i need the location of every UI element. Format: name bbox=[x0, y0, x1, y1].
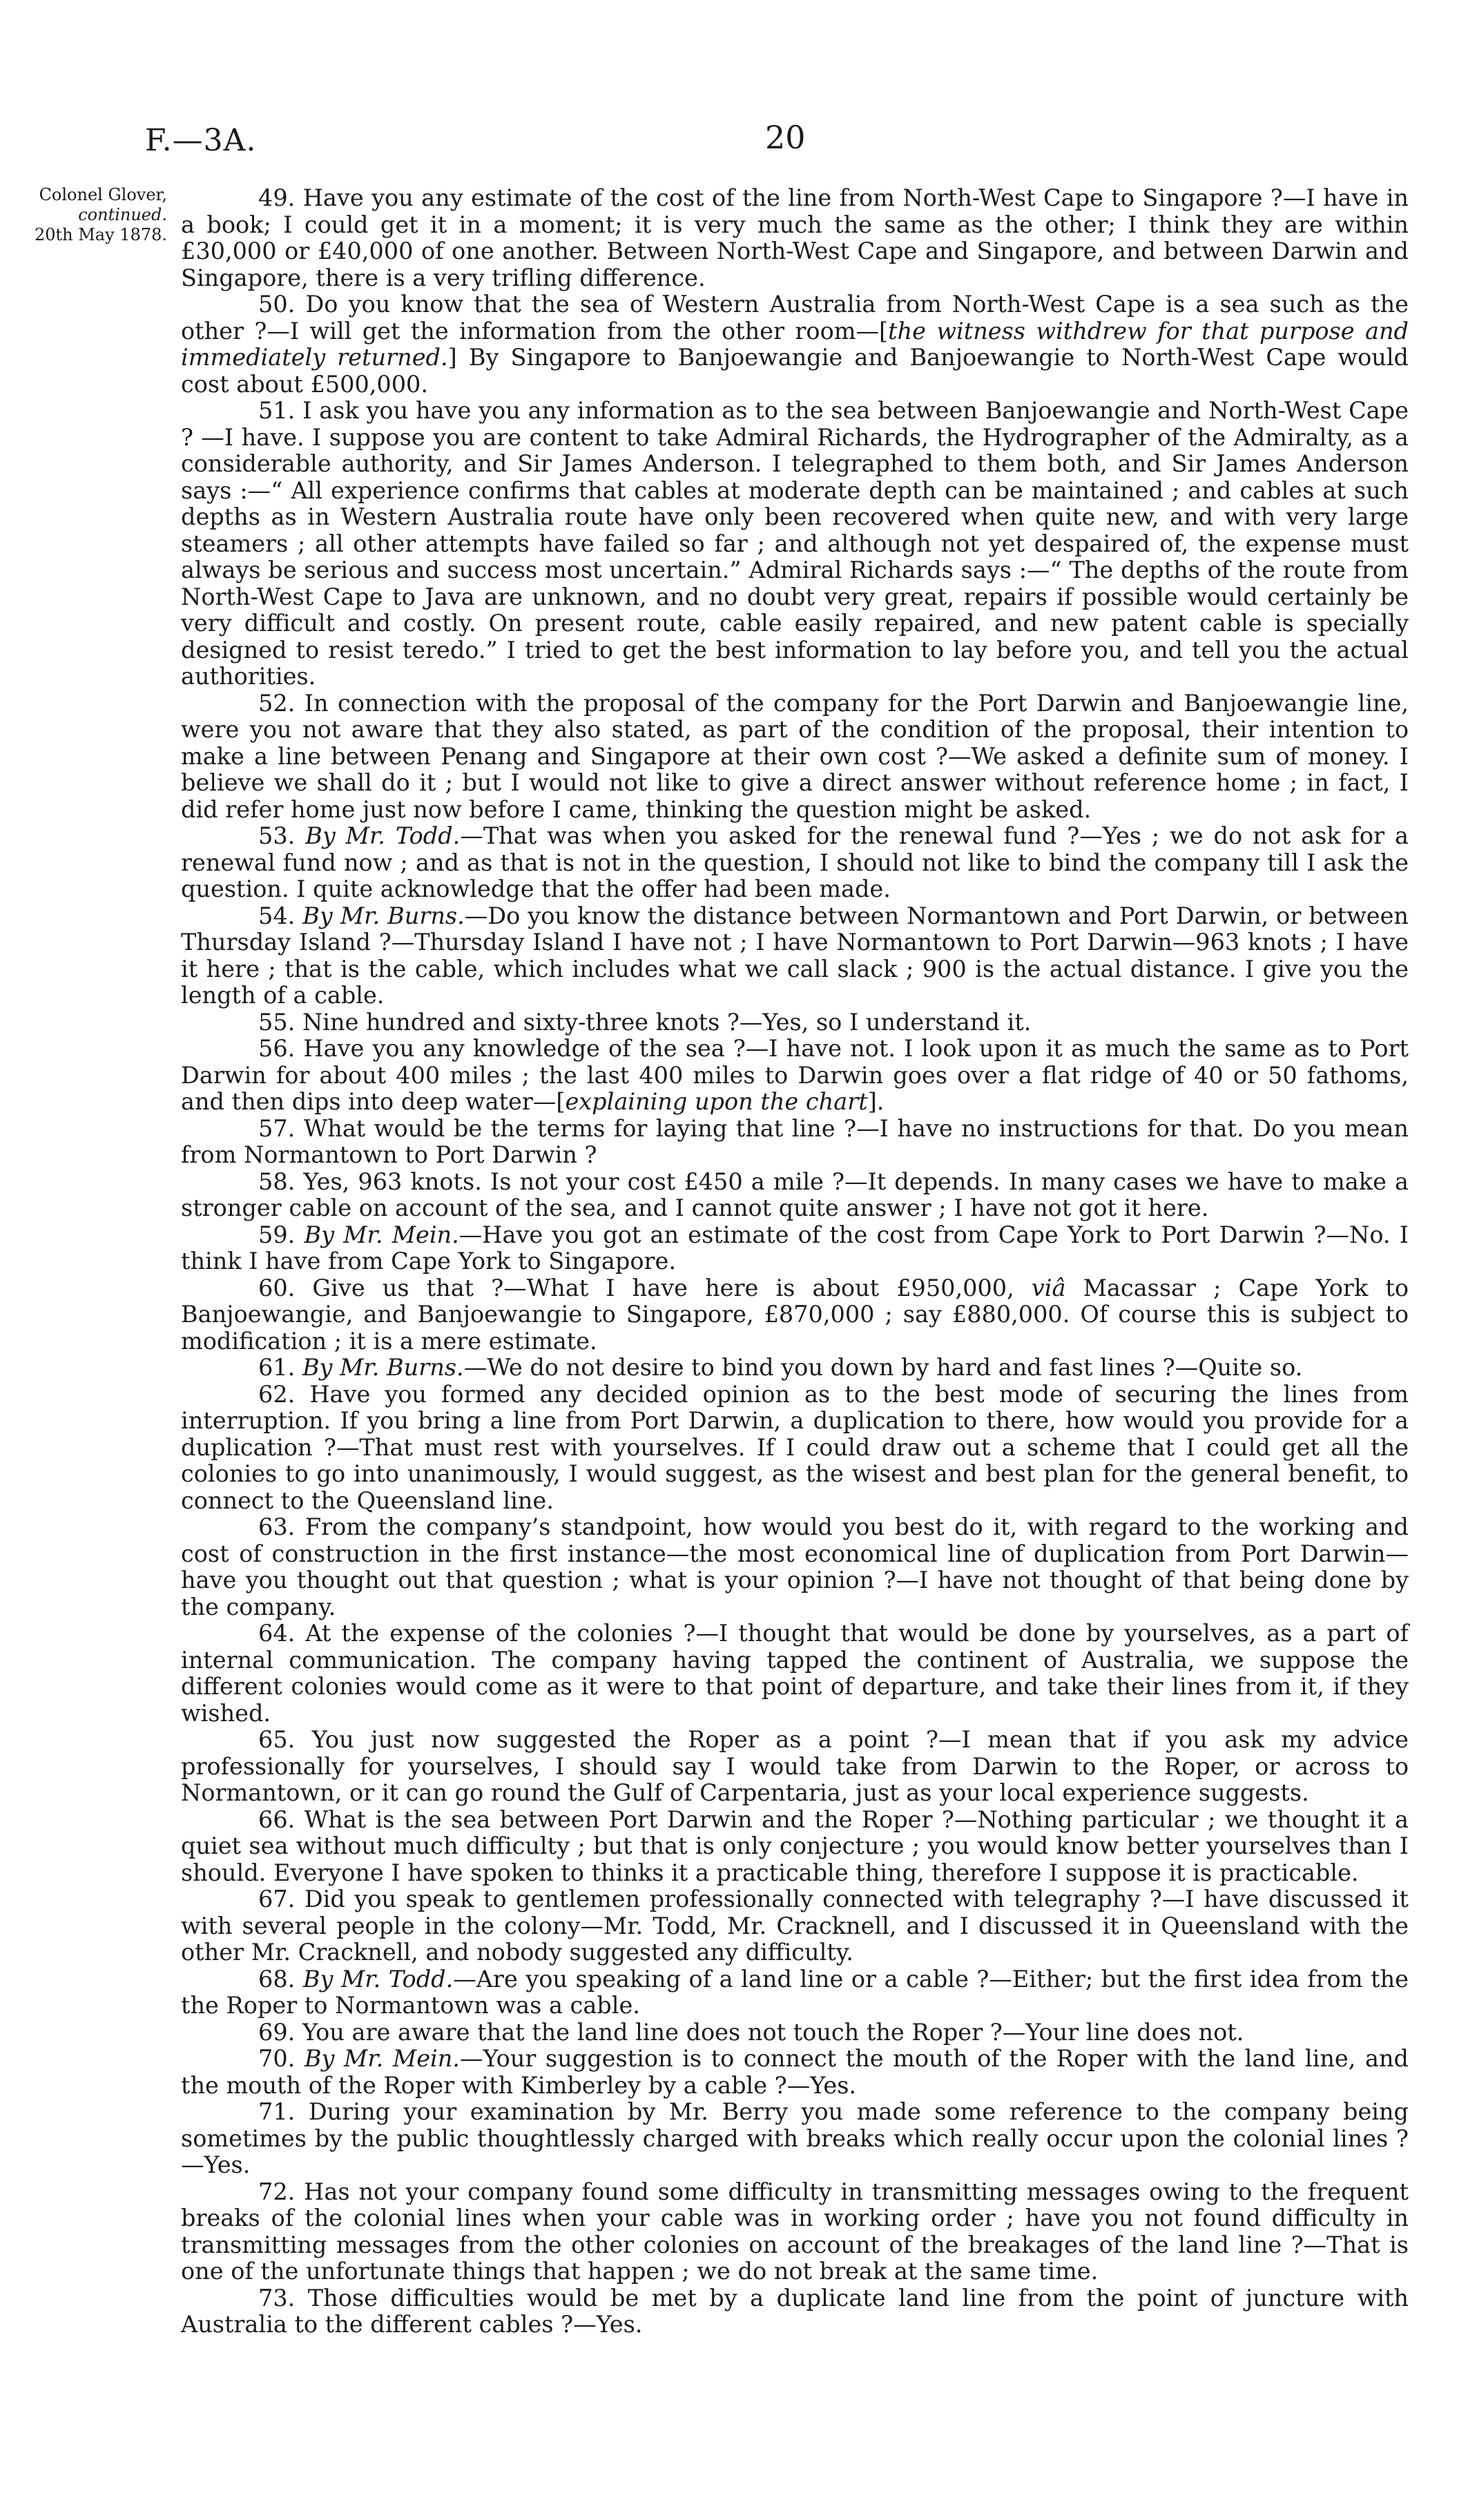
paragraph-text: —Have you got an estimate of the cost from Cape York to Port Darwin ?—No. I think I have from Cape York to Singapore. bbox=[181, 1221, 1409, 1274]
paragraph-text: ] By Singapore to Banjoewangie and Banjoewangie to North-West Cape would cost about £500,000. bbox=[181, 344, 1409, 398]
paragraph-text: During your examination by Mr. Berry you made some reference to the company being sometimes by the public thoughtlessly charged with breaks which really occur upon the colonial lines ?—Yes. bbox=[181, 2098, 1409, 2178]
paragraph-text: Give us that ?—What I have here is about £950,000, bbox=[312, 1274, 1032, 1301]
paragraph-text: —That was when you asked for the renewal fund ?—Yes ; we do not ask for a renewal fund now ; and as that is not in the question, I should not like to bind the company till I ask the question. I quite acknowledge that the offer had been made. bbox=[181, 822, 1409, 902]
paragraph-text: What is the sea between Port Darwin and the Roper ?—Nothing particular ; we thought it a quiet sea without much difficulty ; but that is only conjecture ; you would know better yourselves than I should. Everyone I have spoken to thinks it a practicable thing, therefore I suppose it is practicable. bbox=[181, 1805, 1409, 1886]
paragraph-text: Has not your company found some difficulty in transmitting messages owing to the frequent breaks of the colonial lines when your cable was in working order ; have you not found difficulty in transmitting messages from the other colonies on account of the breakages of the land line ?—That is one of the unfortunate things that happen ; we do not break at the same time. bbox=[181, 2178, 1409, 2285]
question-paragraph bbox=[181, 1966, 1409, 2019]
paragraph-text: You are aware that the land line does not touch the Roper ?—Your line does not. bbox=[302, 2018, 1244, 2046]
question-number: 56. bbox=[258, 1035, 296, 1062]
question-paragraph bbox=[181, 185, 1409, 291]
question-number: 49. bbox=[258, 184, 296, 211]
question-paragraph bbox=[181, 690, 1409, 824]
question-paragraph bbox=[181, 903, 1409, 1009]
question-number: 64. bbox=[258, 1620, 296, 1647]
paragraph-text: Have you any estimate of the cost of the line from North-West Cape to Singapore ?—I have in a book; I could get it in a moment; it is very much the same as the other; I think they are within £30,000 or £40,000 of one another. Between North-West Cape and Singapore, and between Darwin and Singapore, there is a very trifling difference. bbox=[181, 184, 1409, 291]
paragraph-text: Nine hundred and sixty-three knots ?—Yes, so I understand it. bbox=[302, 1008, 1032, 1036]
question-number: 72. bbox=[258, 2178, 296, 2205]
question-paragraph bbox=[181, 2285, 1409, 2338]
question-paragraph bbox=[181, 2179, 1409, 2285]
question-paragraph bbox=[181, 2019, 1409, 2046]
question-number: 54. bbox=[258, 902, 296, 929]
question-paragraph bbox=[181, 1275, 1409, 1355]
question-number: 60. bbox=[258, 1274, 296, 1301]
question-paragraph bbox=[181, 398, 1409, 690]
question-paragraph bbox=[181, 1116, 1409, 1169]
question-number: 58. bbox=[258, 1167, 296, 1195]
question-number: 69. bbox=[258, 2018, 296, 2046]
question-number: 51. bbox=[258, 397, 296, 424]
question-number: 59. bbox=[258, 1221, 296, 1248]
paragraph-text: I ask you have you any information as to the sea between Banjoewangie and North-West Cape ? —I have. I suppose you are content to take Admiral Richards, the Hydrographer of the Admiralty, as a considerable authority, and Sir James Anderson. I telegraphed to them both, and Sir James Anderson says :—“ All experience confirms that cables at moderate depth can be maintained ; and cables at such depths as in Western Australia route have only been recovered when quite new, and with very large steamers ; all other attempts have failed so far ; and although not yet despaired of, the expense must always be serious and success most uncertain.” Admiral Richards says :—“ The depths of the route from North-West Cape to Java are unknown, and no doubt very great, repairs if possible would certainly be very difficult and costly. On present route, cable easily repaired, and new patent cable is specially designed to resist teredo.” I tried to get the best information to lay before you, and tell you the actual authorities. bbox=[181, 397, 1409, 690]
italic-text: By Mr. Burns. bbox=[302, 1354, 464, 1381]
italic-text: By Mr. Mein. bbox=[304, 2045, 460, 2072]
paragraph-text: —Do you know the distance between Normantown and Port Darwin, or between Thursday Island ?—Thursday Island I have not ; I have Normantown to Port Darwin—963 knots ; I have it here ; that is the cable, which includes what we call slack ; 900 is the actual distance. I give you the length of a cable. bbox=[181, 902, 1409, 1009]
question-paragraph bbox=[181, 291, 1409, 398]
paragraph-text: Yes, 963 knots. Is not your cost £450 a mile ?—It depends. In many cases we have to make a stronger cable on account of the sea, and I cannot quite answer ; I have not got it here. bbox=[181, 1167, 1409, 1221]
document-code: F.—3A. bbox=[145, 123, 257, 158]
testimony-body bbox=[181, 185, 1409, 2338]
question-number: 61. bbox=[258, 1354, 296, 1381]
question-number: 53. bbox=[258, 822, 296, 849]
question-number: 57. bbox=[258, 1114, 296, 1142]
italic-text: viâ bbox=[1031, 1274, 1066, 1301]
question-paragraph bbox=[181, 1009, 1409, 1036]
page-number: 20 bbox=[765, 119, 806, 156]
witness-name: Colonel Glover, bbox=[39, 185, 167, 204]
question-number: 50. bbox=[258, 291, 296, 318]
question-paragraph bbox=[181, 1807, 1409, 1887]
question-paragraph bbox=[181, 2046, 1409, 2099]
question-paragraph bbox=[181, 1886, 1409, 1966]
question-paragraph bbox=[181, 1514, 1409, 1620]
question-paragraph bbox=[181, 1620, 1409, 1727]
italic-text: explaining upon the chart bbox=[565, 1088, 868, 1115]
question-number: 63. bbox=[258, 1513, 296, 1540]
paragraph-text: Do you know that the sea of Western Australia from North-West Cape is a sea such as the other ?—I will get the information from the other room—[ bbox=[181, 291, 1409, 345]
question-paragraph bbox=[181, 823, 1409, 903]
paragraph-text: In connection with the proposal of the company for the Port Darwin and Banjoewangie line, were you not aware that they also stated, as part of the condition of the proposal, their intention to make a line between Penang and Singapore at their own cost ?—We asked a definite sum of money. I believe we shall do it ; but I would not like to give a direct answer without reference home ; in fact, I did refer home just now before I came, thinking the question might be asked. bbox=[181, 689, 1409, 823]
paragraph-text: From the company’s standpoint, how would you best do it, with regard to the working and cost of construction in the first instance—the most economical line of duplication from Port Darwin—have you thought out that question ; what is your opinion ?—I have not thought of that being done by the company. bbox=[181, 1513, 1409, 1620]
question-paragraph bbox=[181, 1222, 1409, 1275]
question-number: 68. bbox=[258, 1965, 296, 1993]
question-number: 70. bbox=[258, 2045, 296, 2072]
question-paragraph bbox=[181, 1382, 1409, 1515]
italic-text: By Mr. Mein. bbox=[304, 1221, 459, 1248]
italic-text: the witness withdrew for that purpose and immediately returned. bbox=[181, 317, 1409, 371]
paragraph-text: —Are you speaking of a land line or a cable ?—Either; but the first idea from the the Roper to Normantown was a cable. bbox=[181, 1965, 1409, 2019]
question-number: 71. bbox=[258, 2098, 296, 2125]
continued-label: continued. bbox=[78, 205, 167, 224]
session-date: 20th May 1878. bbox=[34, 225, 167, 244]
question-number: 55. bbox=[258, 1008, 296, 1036]
paragraph-text: Macassar ; Cape York to Banjoewangie, and Banjoewangie to Singapore, £870,000 ; say £880,000. Of course this is subject to modification ; it is a mere estimate. bbox=[181, 1274, 1409, 1355]
question-number: 62. bbox=[258, 1380, 296, 1408]
paragraph-text: Those difficulties would be met by a duplicate land line from the point of juncture with Australia to the different cables ?—Yes. bbox=[181, 2284, 1409, 2338]
question-paragraph bbox=[181, 1036, 1409, 1116]
question-number: 52. bbox=[258, 689, 296, 717]
paragraph-text: Have you formed any decided opinion as to the best mode of securing the lines from interruption. If you bring a line from Port Darwin, a duplication to there, how would you provide for a duplication ?—That must rest with yourselves. If I could draw out a scheme that I could get all the colonies to go into unanimously, I would suggest, as the wisest and best plan for the general benefit, to connect to the Queensland line. bbox=[181, 1380, 1409, 1514]
question-paragraph bbox=[181, 1169, 1409, 1222]
question-number: 66. bbox=[258, 1805, 296, 1833]
paragraph-text: —Your suggestion is to connect the mouth of the Roper with the land line, and the mouth of the Roper with Kimberley by a cable ?—Yes. bbox=[181, 2045, 1409, 2099]
paragraph-text: Did you speak to gentlemen professionally connected with telegraphy ?—I have discussed it with several people in the colony—Mr. Todd, Mr. Cracknell, and I discussed it in Queensland with the other Mr. Cracknell, and nobody suggested any difficulty. bbox=[181, 1886, 1409, 1966]
margin-note bbox=[10, 185, 167, 245]
question-number: 73. bbox=[258, 2284, 296, 2311]
italic-text: By Mr. Todd. bbox=[305, 822, 461, 849]
paragraph-text: —We do not desire to bind you down by hard and fast lines ?—Quite so. bbox=[463, 1354, 1303, 1381]
paragraph-text: ]. bbox=[867, 1088, 885, 1115]
question-number: 65. bbox=[258, 1726, 296, 1753]
italic-text: By Mr. Burns. bbox=[302, 902, 465, 929]
italic-text: By Mr. Todd. bbox=[302, 1965, 454, 1993]
paragraph-text: You just now suggested the Roper as a point ?—I mean that if you ask my advice professionally for yourselves, I should say I would take from Darwin to the Roper, or across to Normantown, or it can go round the Gulf of Carpentaria, just as your local experience suggests. bbox=[181, 1726, 1409, 1806]
paragraph-text: At the expense of the colonies ?—I thought that would be done by yourselves, as a part of internal communication. The company having tapped the continent of Australia, we suppose the different colonies would come as it were to that point of departure, and take their lines from it, if they wished. bbox=[181, 1620, 1409, 1727]
question-paragraph bbox=[181, 1355, 1409, 1382]
paragraph-text: Have you any knowledge of the sea ?—I have not. I look upon it as much the same as to Port Darwin for about 400 miles ; the last 400 miles to Darwin goes over a flat ridge of 40 or 50 fathoms, and then dips into deep water—[ bbox=[181, 1035, 1409, 1115]
question-paragraph bbox=[181, 1727, 1409, 1807]
paragraph-text: What would be the terms for laying that line ?—I have no instructions for that. Do you mean from Normantown to Port Darwin ? bbox=[181, 1114, 1409, 1168]
question-paragraph bbox=[181, 2099, 1409, 2179]
question-number: 67. bbox=[258, 1886, 296, 1912]
